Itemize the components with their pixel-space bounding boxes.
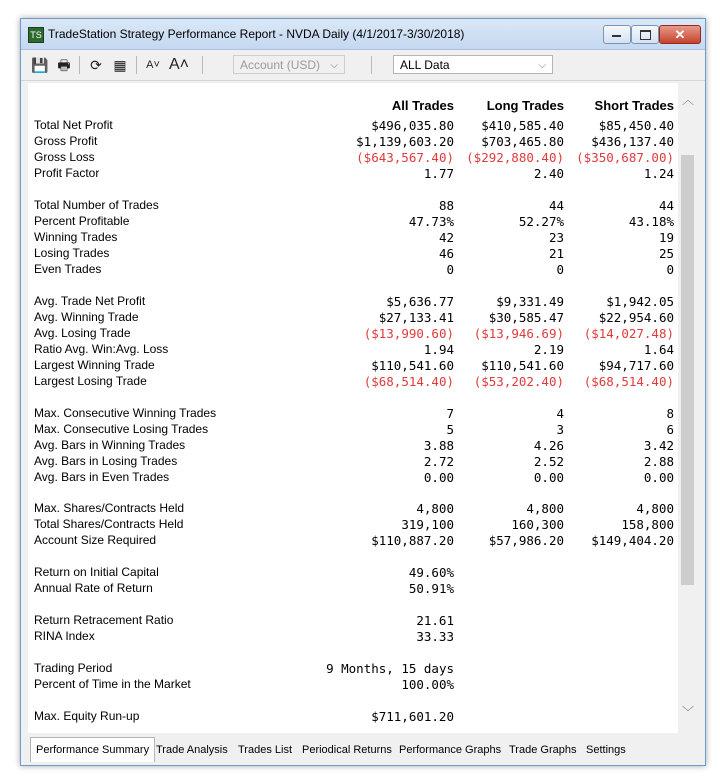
tab-performance-summary[interactable]: Performance Summary xyxy=(30,737,155,762)
all-trades-value: $5,636.77 xyxy=(386,294,454,309)
all-trades-value: 46 xyxy=(438,246,454,261)
metric-label: Avg. Losing Trade xyxy=(34,326,131,340)
long-trades-value: $9,331.49 xyxy=(496,294,564,309)
metric-label: Total Net Profit xyxy=(34,118,113,132)
all-trades-value: 42 xyxy=(438,230,454,245)
metric-label: Largest Losing Trade xyxy=(34,374,147,388)
long-trades-value: 23 xyxy=(548,230,564,245)
metric-label: Trading Period xyxy=(34,661,113,675)
vertical-scrollbar[interactable] xyxy=(678,83,698,733)
metric-label: Max. Equity Run-up xyxy=(34,709,140,723)
metric-label: Return Retracement Ratio xyxy=(34,613,174,627)
metric-label: Return on Initial Capital xyxy=(34,565,159,579)
short-trades-value: 3.42 xyxy=(643,438,674,453)
short-trades-value: 2.88 xyxy=(643,454,674,469)
scroll-up-icon[interactable]: ︿ xyxy=(681,93,694,107)
metric-label: Annual Rate of Return xyxy=(34,581,153,595)
metric-label: Gross Profit xyxy=(34,134,98,148)
all-trades-value: 3.88 xyxy=(423,438,454,453)
metric-label: Total Shares/Contracts Held xyxy=(34,517,184,531)
refresh-icon[interactable]: ⟳ xyxy=(90,57,102,73)
all-trades-value: 33.33 xyxy=(416,629,454,644)
long-trades-value: $57,986.20 xyxy=(488,533,564,548)
all-trades-value: 88 xyxy=(438,198,454,213)
metric-label: Percent of Time in the Market xyxy=(34,677,191,691)
tab-performance-graphs[interactable]: Performance Graphs xyxy=(399,744,502,756)
all-trades-value: $1,139,603.20 xyxy=(356,134,454,149)
metric-label: Profit Factor xyxy=(34,166,100,180)
metric-label: Avg. Winning Trade xyxy=(34,310,139,324)
long-trades-value: 4 xyxy=(556,406,564,421)
long-trades-value: 4.26 xyxy=(533,438,564,453)
print-icon[interactable]: 🖶 xyxy=(57,57,71,73)
close-button[interactable] xyxy=(659,25,701,44)
all-trades-value: ($13,990.60) xyxy=(363,326,454,341)
metric-label: Total Number of Trades xyxy=(34,198,159,212)
data-range-select[interactable] xyxy=(393,55,553,74)
all-trades-value: 49.60% xyxy=(408,565,454,580)
metric-label: Account Size Required xyxy=(34,533,157,547)
metric-label: Max. Consecutive Winning Trades xyxy=(34,406,217,420)
long-trades-value: 2.40 xyxy=(533,166,564,181)
metric-label: Gross Loss xyxy=(34,150,95,164)
short-trades-value: 158,800 xyxy=(621,517,674,532)
long-trades-value: ($292,880.40) xyxy=(466,150,564,165)
maximize-button[interactable] xyxy=(631,25,659,44)
tab-periodical-returns[interactable]: Periodical Returns xyxy=(302,744,392,756)
tab-trade-graphs[interactable]: Trade Graphs xyxy=(509,744,577,756)
short-trades-value: $22,954.60 xyxy=(598,310,674,325)
short-trades-value: ($350,687.00) xyxy=(576,150,674,165)
data-range-value: ALL Data xyxy=(400,58,450,72)
all-trades-value: 2.72 xyxy=(423,454,454,469)
all-trades-value: 47.73% xyxy=(408,214,454,229)
metric-label: Avg. Trade Net Profit xyxy=(34,294,146,308)
metric-label: Avg. Bars in Losing Trades xyxy=(34,454,178,468)
metric-label: Ratio Avg. Win:Avg. Loss xyxy=(34,342,169,356)
long-trades-value: 160,300 xyxy=(511,517,564,532)
short-trades-value: $436,137.40 xyxy=(591,134,674,149)
metric-label: Percent Profitable xyxy=(34,214,130,228)
toolbar xyxy=(21,50,705,81)
all-trades-value: $496,035.80 xyxy=(371,118,454,133)
decrease-font-icon[interactable]: A˅ xyxy=(146,59,160,71)
metric-label: Avg. Bars in Winning Trades xyxy=(34,438,186,452)
all-trades-value: 5 xyxy=(446,422,454,437)
toolbar-separator xyxy=(371,56,372,74)
long-trades-value: 0 xyxy=(556,262,564,277)
all-trades-value: 50.91% xyxy=(408,581,454,596)
all-trades-value: $711,601.20 xyxy=(371,709,454,724)
short-trades-value: 1.64 xyxy=(643,342,674,357)
title-bar[interactable] xyxy=(21,19,705,50)
tradestation-logo-icon: TS xyxy=(28,27,44,43)
all-trades-value: 21.61 xyxy=(416,613,454,628)
short-trades-value: $85,450.40 xyxy=(598,118,674,133)
metric-label: RINA Index xyxy=(34,629,95,643)
column-header-short-trades: Short Trades xyxy=(594,98,674,113)
window-title: TradeStation Strategy Performance Report - NVDA Daily (4/1/2017-3/30/2018) xyxy=(48,27,465,41)
metric-label: Avg. Bars in Even Trades xyxy=(34,470,170,484)
short-trades-value: 8 xyxy=(666,406,674,421)
scroll-down-icon[interactable]: ﹀ xyxy=(681,705,694,719)
all-trades-value: ($643,567.40) xyxy=(356,150,454,165)
report-window xyxy=(20,18,706,766)
long-trades-value: 2.52 xyxy=(533,454,564,469)
minimize-button[interactable] xyxy=(603,25,631,44)
account-currency-select[interactable] xyxy=(233,55,345,74)
scrollbar-thumb[interactable] xyxy=(681,155,694,585)
save-icon[interactable]: 💾 xyxy=(31,57,49,73)
metric-label: Winning Trades xyxy=(34,230,118,244)
long-trades-value: $30,585.47 xyxy=(488,310,564,325)
chevron-down-icon: ⌵ xyxy=(538,60,546,71)
all-trades-value: 0 xyxy=(446,262,454,277)
toolbar-separator xyxy=(202,56,203,74)
toolbar-separator xyxy=(136,56,137,74)
all-trades-value: 319,100 xyxy=(401,517,454,532)
toolbar-separator xyxy=(79,56,80,74)
short-trades-value: 4,800 xyxy=(636,501,674,516)
all-trades-value: 0.00 xyxy=(423,470,454,485)
short-trades-value: $149,404.20 xyxy=(591,533,674,548)
short-trades-value: 19 xyxy=(658,230,674,245)
long-trades-value: 0.00 xyxy=(533,470,564,485)
tab-trade-analysis[interactable]: Trade Analysis xyxy=(156,744,228,756)
short-trades-value: 0.00 xyxy=(643,470,674,485)
all-trades-value: 1.77 xyxy=(423,166,454,181)
long-trades-value: $410,585.40 xyxy=(481,118,564,133)
all-trades-value: 7 xyxy=(446,406,454,421)
properties-icon[interactable]: ▦ xyxy=(113,57,127,73)
metric-label: Even Trades xyxy=(34,262,102,276)
short-trades-value: $1,942.05 xyxy=(606,294,674,309)
metric-label: Losing Trades xyxy=(34,246,110,260)
short-trades-value: 1.24 xyxy=(643,166,674,181)
long-trades-value: $703,465.80 xyxy=(481,134,564,149)
tab-trades-list[interactable]: Trades List xyxy=(238,744,293,756)
all-trades-value: 9 Months, 15 days xyxy=(326,661,454,676)
short-trades-value: 6 xyxy=(666,422,674,437)
account-currency-value: Account (USD) xyxy=(240,58,321,72)
report-tabs xyxy=(28,735,698,763)
short-trades-value: ($14,027.48) xyxy=(583,326,674,341)
increase-font-icon[interactable]: A˄ xyxy=(169,56,190,73)
all-trades-value: 4,800 xyxy=(416,501,454,516)
metric-label: Largest Winning Trade xyxy=(34,358,155,372)
short-trades-value: 0 xyxy=(666,262,674,277)
all-trades-value: 100.00% xyxy=(401,677,454,692)
maximize-icon xyxy=(640,30,651,40)
short-trades-value: ($68,514.40) xyxy=(583,374,674,389)
long-trades-value: 21 xyxy=(548,246,564,261)
long-trades-value: 44 xyxy=(548,198,564,213)
long-trades-value: $110,541.60 xyxy=(481,358,564,373)
all-trades-value: 1.94 xyxy=(423,342,454,357)
close-icon: ✕ xyxy=(674,27,686,42)
tab-settings[interactable]: Settings xyxy=(586,744,626,756)
long-trades-value: ($53,202.40) xyxy=(473,374,564,389)
long-trades-value: 4,800 xyxy=(526,501,564,516)
short-trades-value: 43.18% xyxy=(628,214,674,229)
metric-label: Max. Shares/Contracts Held xyxy=(34,501,185,515)
long-trades-value: ($13,946.69) xyxy=(473,326,564,341)
chevron-down-icon: ⌵ xyxy=(330,60,338,71)
long-trades-value: 2.19 xyxy=(533,342,564,357)
column-header-all-trades: All Trades xyxy=(391,98,454,113)
all-trades-value: $110,887.20 xyxy=(371,533,454,548)
metric-label: Max. Consecutive Losing Trades xyxy=(34,422,209,436)
all-trades-value: $110,541.60 xyxy=(371,358,454,373)
all-trades-value: ($68,514.40) xyxy=(363,374,454,389)
short-trades-value: $94,717.60 xyxy=(598,358,674,373)
long-trades-value: 52.27% xyxy=(518,214,564,229)
all-trades-value: $27,133.41 xyxy=(378,310,454,325)
minimize-icon xyxy=(612,35,621,37)
performance-summary-table[interactable] xyxy=(28,83,678,733)
short-trades-value: 25 xyxy=(658,246,674,261)
long-trades-value: 3 xyxy=(556,422,564,437)
short-trades-value: 44 xyxy=(658,198,674,213)
column-header-long-trades: Long Trades xyxy=(486,98,564,113)
